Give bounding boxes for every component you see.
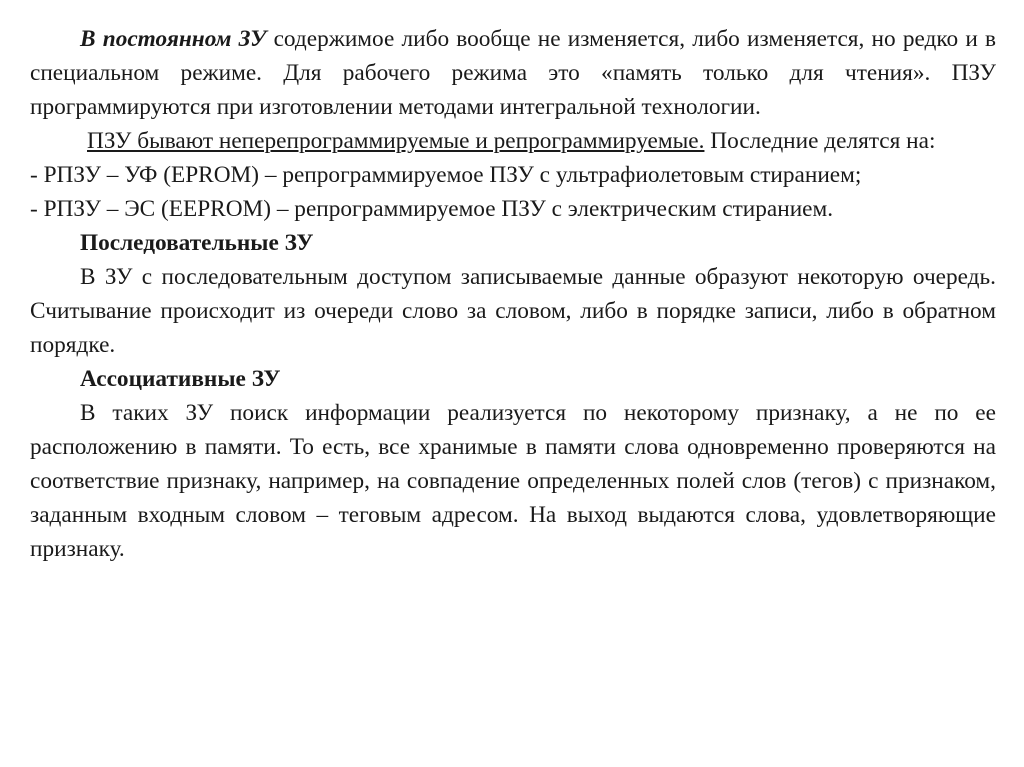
- rom-types-underlined: ПЗУ бывают неперепрограммируемые и репрограммируемые.: [87, 128, 705, 154]
- document-page: [30, 22, 996, 566]
- list-item-eprom: - РПЗУ – УФ (EPROM) – репрограммируемое ПЗУ с ультрафиолетовым стиранием;: [30, 162, 862, 188]
- associative-heading: Ассоциативные ЗУ: [80, 366, 281, 392]
- rom-lead-term: В постоянном ЗУ: [80, 26, 267, 52]
- rom-paragraph: [30, 22, 996, 124]
- rom-types-text: Последние делятся на:: [704, 128, 936, 154]
- sequential-paragraph: В ЗУ с последовательным доступом записываемые данные образуют некоторую очередь. Считывание происходит из очереди слово за словом, либо в порядке записи, либо в обратном порядке.: [30, 264, 996, 358]
- rom-types-paragraph: [30, 124, 996, 158]
- sequential-heading: Последовательные ЗУ: [80, 230, 314, 256]
- associative-paragraph: В таких ЗУ поиск информации реализуется по некоторому признаку, а не по ее расположению в памяти. То есть, все хранимые в памяти слова одновременно проверяются на соответствие признаку, например, на совпадение определенных полей слов (тегов) с признаком, заданным входным словом – теговым адресом. На выход выдаются слова, удовлетворяющие признаку.: [30, 400, 996, 562]
- rom-paragraph-text: содержимое либо вообще не изменяется, либо изменяется, но редко и в специальном режиме. Для рабочего режима это «память только для чтения». ПЗУ программируются при изготовлении методами интегральной технологии.: [30, 26, 996, 120]
- list-item-eeprom: - РПЗУ – ЭС (EEPROM) – репрограммируемое ПЗУ с электрическим стиранием.: [30, 196, 834, 222]
